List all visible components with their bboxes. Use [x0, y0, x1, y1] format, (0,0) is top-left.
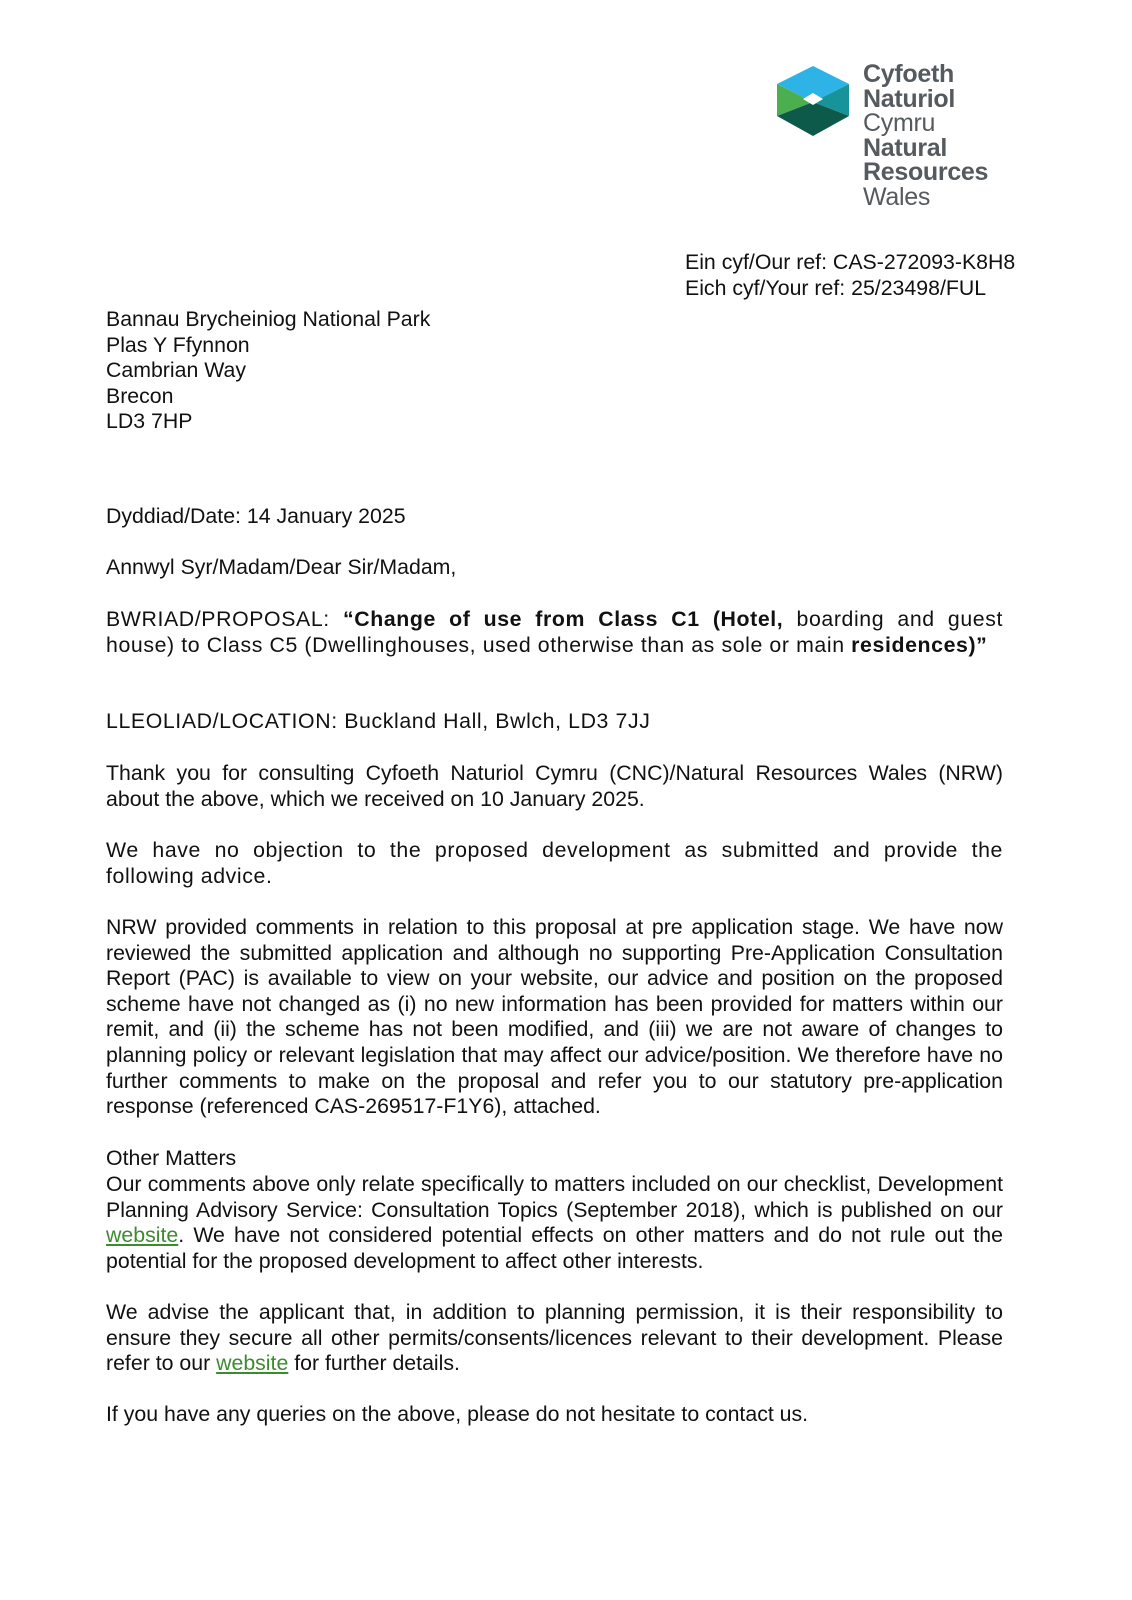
salutation: Annwyl Syr/Madam/Dear Sir/Madam,: [106, 555, 457, 579]
para-queries: If you have any queries on the above, please do not hesitate to contact us.: [106, 1402, 809, 1426]
recipient-address: [106, 307, 1003, 435]
proposal-label: BWRIAD/PROPOSAL:: [106, 607, 343, 631]
other-matters-text: [106, 1172, 1003, 1274]
address-line: Plas Y Ffynnon: [106, 332, 250, 357]
address-line: Cambrian Way: [106, 358, 247, 383]
text: for further details.: [288, 1351, 460, 1376]
text: Our comments above only relate specifically to matters included on our checklist, Development Planning Advisory Service: Consultation Topics (September 2018), which is published on our: [106, 1172, 1003, 1222]
logo-line: Cymru: [863, 109, 936, 137]
para-thanks: Thank you for consulting Cyfoeth Naturiol Cymru (CNC)/Natural Resources Wales (NRW) about the above, which we received on 10 January 2025.: [106, 761, 1003, 811]
logo-line: Resources: [863, 158, 989, 186]
para-nrw-comments: NRW provided comments in relation to this proposal at pre application stage. We have now reviewed the submitted application and although no supporting Pre-Application Consultation Report (PAC) is available to view on your website, our advice and position on the proposed scheme have not changed as (i) no new information has been provided for matters within our remit, and (ii) the scheme has not been modified, and (iii) we are not aware of changes to planning policy or relevant legislation that may affect our advice/position. We therefore have no further comments to make on the proposal and refer you to our statutory pre-application response (referenced CAS-269517-F1Y6), attached.: [106, 915, 1003, 1119]
text: We advise the applicant that, in addition to planning permission, it is their responsibility to ensure they secure all other permits/consents/licences relevant to their development. Please refer to our: [106, 1300, 1003, 1376]
our-ref: Ein cyf/Our ref: CAS-272093-K8H8: [685, 250, 1016, 274]
other-matters-heading: Other Matters: [106, 1146, 237, 1170]
address-line: LD3 7HP: [106, 409, 193, 434]
references: [685, 250, 1015, 301]
your-ref: Eich cyf/Your ref: 25/23498/FUL: [685, 275, 987, 300]
website-link[interactable]: website: [106, 1223, 179, 1248]
para-advise: [106, 1300, 1003, 1377]
text: . We have not considered potential effects on other matters and do not rule out the potential for the proposed development to affect other interests.: [106, 1223, 1003, 1273]
letter-date: Dyddiad/Date: 14 January 2025: [106, 504, 406, 528]
location: LLEOLIAD/LOCATION: Buckland Hall, Bwlch, LD3 7JJ: [106, 709, 651, 733]
proposal-bold-end: residences)”: [851, 632, 988, 657]
logo-line: Natural: [863, 133, 948, 162]
nrw-logo: [775, 62, 1015, 222]
logo-line: Cyfoeth: [863, 60, 954, 88]
proposal-bold: “Change of use from Class C1 (Hotel,: [343, 607, 784, 631]
para-no-objection: We have no objection to the proposed development as submitted and provide the following advice.: [106, 838, 1003, 888]
website-link[interactable]: website: [216, 1351, 289, 1376]
logo-line: Naturiol: [863, 84, 956, 113]
hexagon-logo-icon: [775, 66, 851, 138]
proposal-text: boarding and guest house) to Class C5 (Dwellinghouses, used otherwise than as sole or main: [106, 607, 1003, 657]
logo-line: Wales: [863, 182, 931, 211]
proposal: [106, 607, 1003, 658]
address-line: Brecon: [106, 383, 174, 408]
address-line: Bannau Brycheiniog National Park: [106, 307, 431, 331]
